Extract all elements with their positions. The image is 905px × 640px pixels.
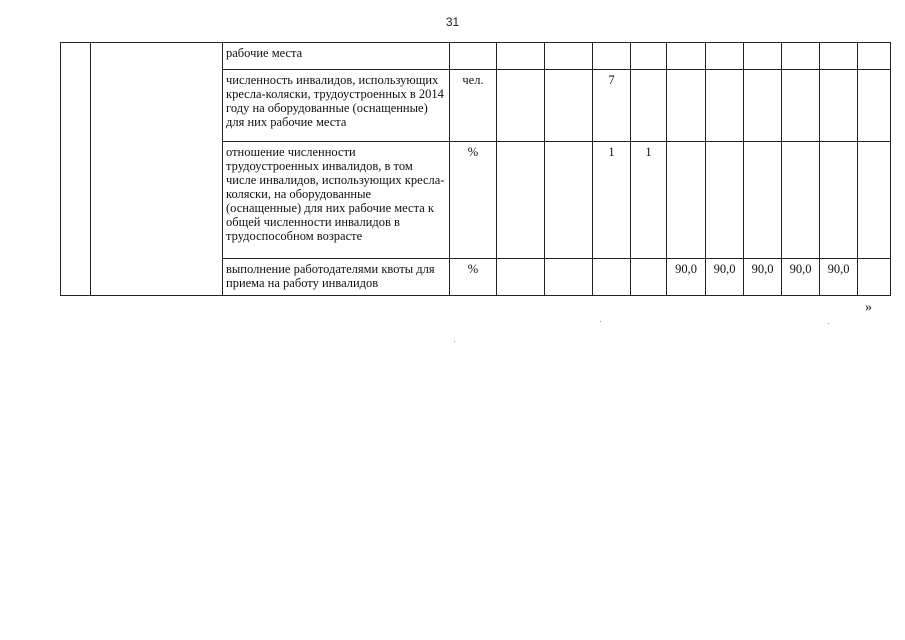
- indicator-name-cell: отношение численности трудоустроенных инвалидов, в том числе инвалидов, использующих кресла-коляски, на оборудованные (оснащенные) для них рабочие места к общей численности инвалидов в трудоспособном возрасте: [223, 142, 450, 259]
- page-number: 31: [445, 15, 460, 29]
- value-cell: [631, 43, 667, 70]
- value-cell: [631, 259, 667, 296]
- value-cell: 90,0: [667, 259, 706, 296]
- value-cell: [782, 43, 820, 70]
- indicator-name-cell: рабочие места: [223, 43, 450, 70]
- value-cell: [858, 43, 891, 70]
- value-cell: [706, 43, 744, 70]
- program-name-cell: [91, 43, 223, 296]
- value-cell: 90,0: [706, 259, 744, 296]
- value-cell: [545, 259, 593, 296]
- value-cell: [820, 43, 858, 70]
- value-cell: [744, 142, 782, 259]
- scan-speck: [454, 341, 455, 342]
- value-cell: [820, 142, 858, 259]
- value-cell: [706, 70, 744, 142]
- value-cell: [497, 70, 545, 142]
- value-cell: [782, 70, 820, 142]
- value-cell: [497, 259, 545, 296]
- indicators-table: [60, 42, 891, 296]
- number-cell: [61, 43, 91, 296]
- value-cell: [497, 142, 545, 259]
- value-cell: [497, 43, 545, 70]
- value-cell: [858, 259, 891, 296]
- value-cell: [545, 43, 593, 70]
- value-cell: [631, 70, 667, 142]
- value-cell: [667, 70, 706, 142]
- value-cell: [820, 70, 858, 142]
- scan-speck: [600, 321, 601, 322]
- value-cell: [545, 70, 593, 142]
- unit-cell: %: [450, 142, 497, 259]
- unit-cell: чел.: [450, 70, 497, 142]
- value-cell: 1: [631, 142, 667, 259]
- value-cell: [858, 142, 891, 259]
- value-cell: [706, 142, 744, 259]
- unit-cell: [450, 43, 497, 70]
- unit-cell: %: [450, 259, 497, 296]
- value-cell: 90,0: [782, 259, 820, 296]
- value-cell: 1: [593, 142, 631, 259]
- table-row: [61, 43, 891, 70]
- value-cell: [744, 70, 782, 142]
- value-cell: [593, 259, 631, 296]
- indicator-name-cell: численность инвалидов, использующих кресла-коляски, трудоустроенных в 2014 году на оборудованные (оснащенные) для них рабочие места: [223, 70, 450, 142]
- value-cell: [545, 142, 593, 259]
- value-cell: [782, 142, 820, 259]
- value-cell: 7: [593, 70, 631, 142]
- indicator-name-cell: выполнение работодателями квоты для приема на работу инвалидов: [223, 259, 450, 296]
- value-cell: [667, 142, 706, 259]
- value-cell: [593, 43, 631, 70]
- value-cell: [744, 43, 782, 70]
- value-cell: [858, 70, 891, 142]
- closing-quote: »: [865, 300, 872, 315]
- value-cell: 90,0: [820, 259, 858, 296]
- value-cell: [667, 43, 706, 70]
- scan-speck: [828, 323, 829, 324]
- value-cell: 90,0: [744, 259, 782, 296]
